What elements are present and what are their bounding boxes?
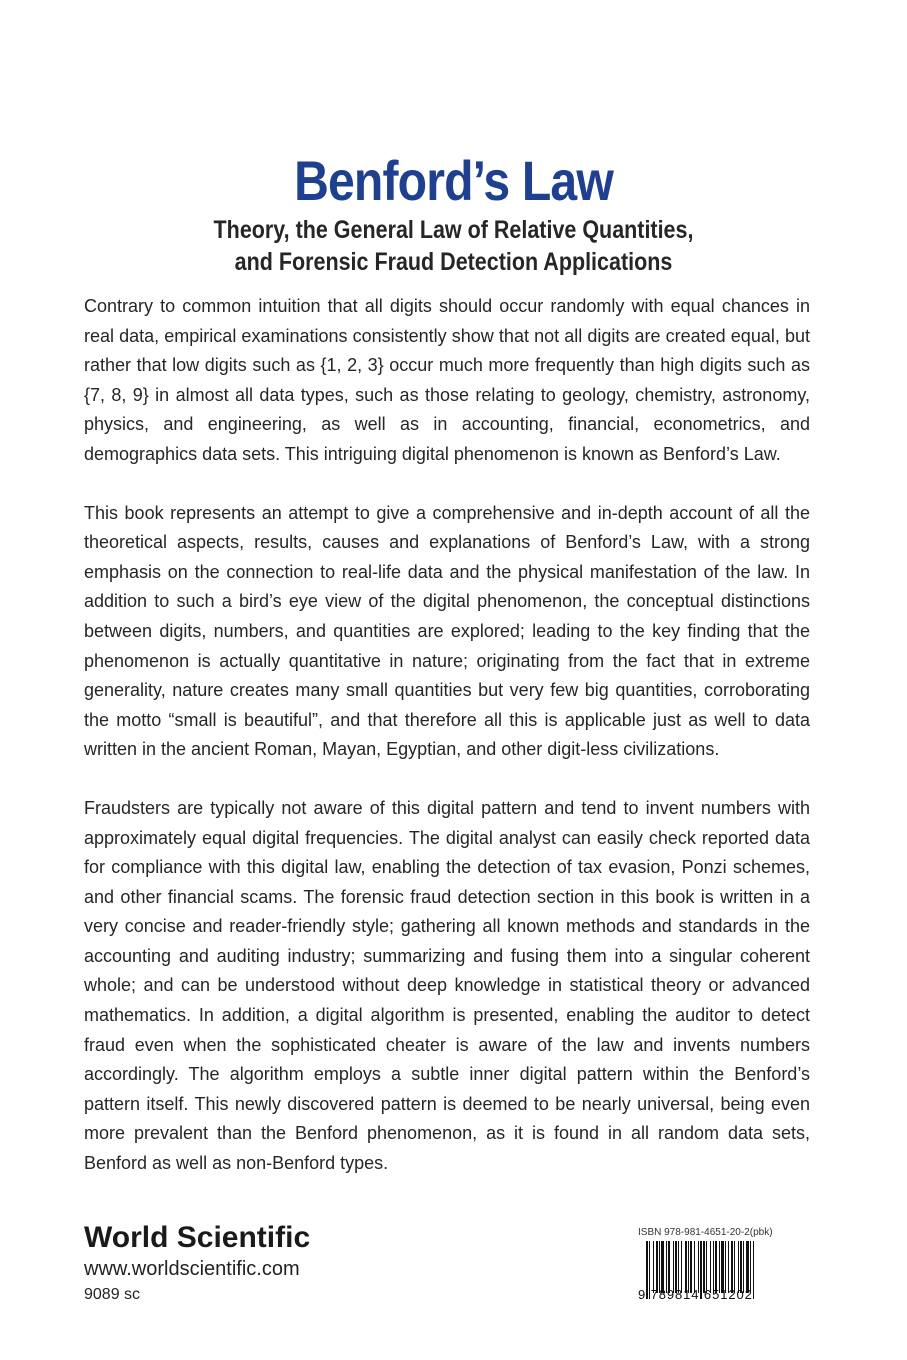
- publisher-block: [84, 1220, 404, 1307]
- publisher-url: www.worldscientific.com: [84, 1258, 300, 1280]
- isbn-label: ISBN 978-981-4651-20-2(pbk): [638, 1227, 773, 1238]
- book-title: Benford’s Law: [294, 149, 613, 212]
- barcode-digits: 9 789814 651202: [638, 1287, 753, 1302]
- back-cover-blurb: [84, 292, 810, 1179]
- blurb-paragraph-1: Contrary to common intuition that all digits should occur randomly with equal chances in real data, empirical examinations consistently show that not all digits are created equal, but rather that low digits such as {1, 2, 3} occur much more frequently than high digits such as {7, 8, 9} in almost all data types, such as those relating to geology, chemistry, astronomy, physics, and engineering, as well as in accounting, financial, econometrics, and demographics data sets. This intriguing digital phenomenon is known as Benford’s Law.: [84, 296, 810, 464]
- subtitle-line-1: Theory, the General Law of Relative Quantities,: [213, 216, 694, 244]
- subtitle-line-2: and Forensic Fraud Detection Applications: [234, 248, 673, 276]
- catalog-code: 9089 sc: [84, 1286, 141, 1303]
- publisher-name: World Scientific: [84, 1221, 311, 1254]
- book-subtitle: [63, 214, 843, 278]
- blurb-paragraph-3: Fraudsters are typically not aware of this digital pattern and tend to invent numbers with approximately equal digital frequencies. The digital analyst can easily check reported data for compliance with this digital law, enabling the detection of tax evasion, Ponzi schemes, and other financial scams. The forensic fraud detection section in this book is written in a very concise and reader-friendly style; gathering all known methods and standards in the accounting and auditing industry; summarizing and fusing them into a singular coherent whole; and can be understood without deep knowledge in statistical theory or advanced mathematics. In addition, a digital algorithm is presented, enabling the auditor to detect fraud even when the sophisticated cheater is aware of the law and invents numbers accordingly. The algorithm employs a subtle inner digital pattern within the Benford’s pattern itself. This newly discovered pattern is deemed to be nearly universal, being even more prevalent than the Benford phenomenon, as it is found in all random data sets, Benford as well as non-Benford types.: [84, 797, 810, 1174]
- isbn-barcode: [638, 1227, 788, 1309]
- blurb-paragraph-2: This book represents an attempt to give a comprehensive and in-depth account of all the theoretical aspects, results, causes and explanations of Benford’s Law, with a strong emphasis on the connection to real-life data and the physical manifestation of the law. In addition to such a bird’s eye view of the digital phenomenon, the conceptual distinctions between digits, numbers, and quantities are explored; leading to the key finding that the phenomenon is actually quantitative in nature; originating from the fact that in extreme generality, nature creates many small quantities but very few big quantities, corroborating the motto “small is beautiful”, and that therefore all this is applicable just as well to data written in the ancient Roman, Mayan, Egyptian, and other digit-less civilizations.: [84, 502, 810, 760]
